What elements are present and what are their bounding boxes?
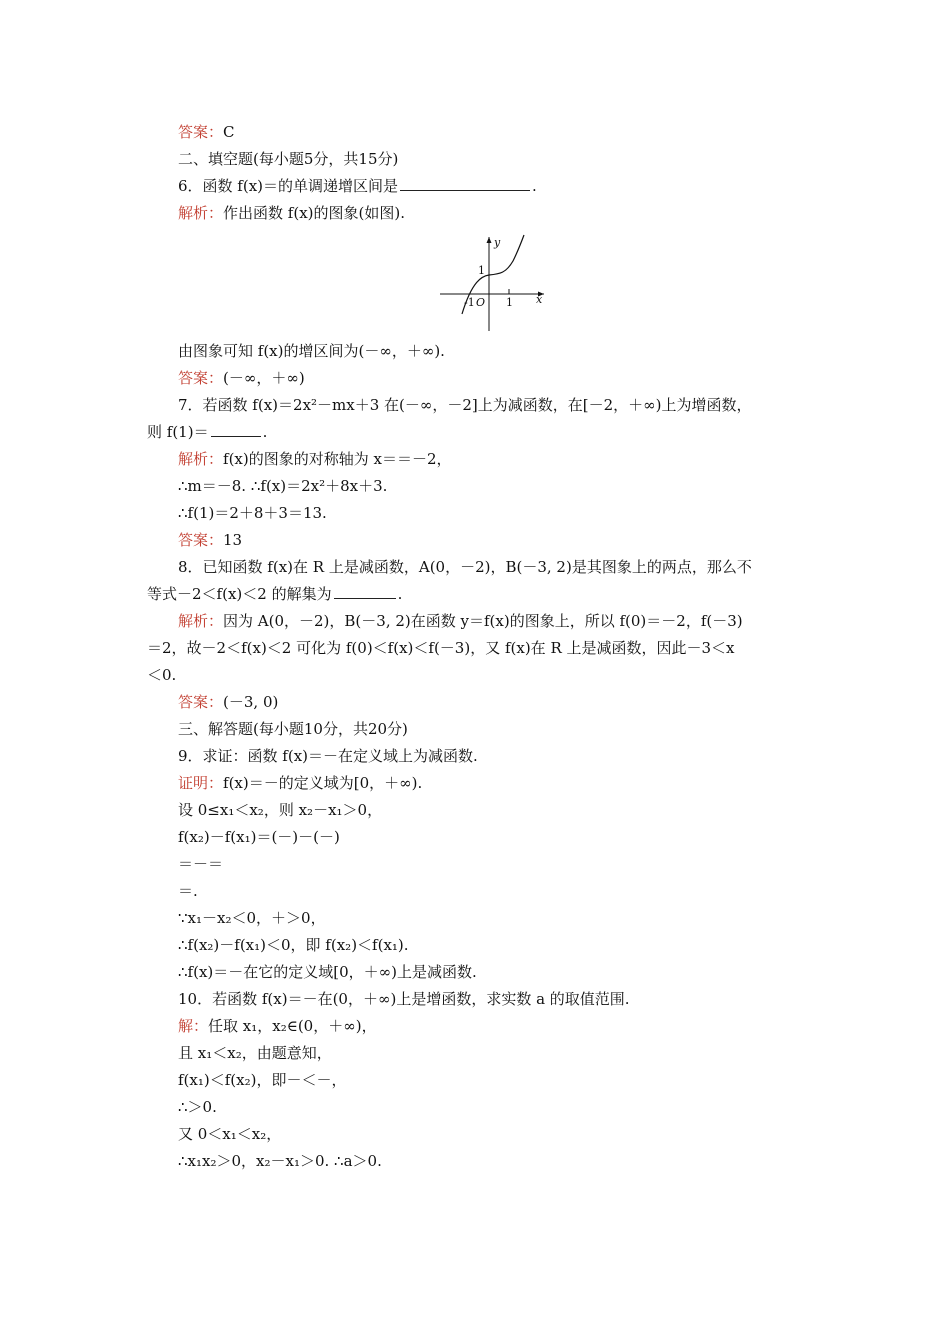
proof-9-step5: ∵x₁－x₂＜0，＋＞0， bbox=[178, 909, 326, 927]
analysis-8: 解析：因为 A(0，－2)，B(－3, 2)在函数 y＝f(x)的图象上，所以 f(0)＝－2，f(－3) bbox=[178, 612, 743, 630]
answer-text: C bbox=[223, 123, 235, 141]
proof-9-step3: ＝－＝ bbox=[178, 855, 224, 873]
analysis-label: 解析： bbox=[178, 204, 224, 222]
proof-9: 证明：f(x)＝－的定义域为[0，＋∞). bbox=[178, 774, 423, 792]
answer-5 bbox=[178, 119, 818, 145]
question-9: 9．求证：函数 f(x)＝－在定义域上为减函数. bbox=[178, 747, 478, 765]
analysis-label: 解析： bbox=[178, 450, 224, 468]
x-axis-label: x bbox=[536, 293, 543, 306]
section-heading-solve: 三、解答题(每小题10分，共20分) bbox=[178, 720, 408, 738]
proof-9-step2: f(x₂)－f(x₁)＝(－)－(－) bbox=[178, 828, 340, 846]
section-heading-fill-in: 二、填空题(每小题5分，共15分) bbox=[178, 150, 399, 168]
x-tick-label-pos: 1 bbox=[506, 296, 513, 309]
analysis-7-step3: ∴f(1)＝2＋8＋3＝13. bbox=[178, 504, 327, 522]
question-6: 6．函数 f(x)＝的单调递增区间是 . bbox=[178, 177, 537, 195]
question-10: 10．若函数 f(x)＝－在(0，＋∞)上是增函数，求实数 a 的取值范围. bbox=[178, 990, 630, 1008]
function-graph bbox=[436, 231, 548, 334]
analysis-8-cont: ＝2，故－2＜f(x)＜2 可化为 f(0)＜f(x)＜f(－3)，又 f(x)在 R 上是减函数，因此－3＜x bbox=[147, 639, 735, 657]
question-7-cont: 则 f(1)＝ . bbox=[147, 423, 268, 441]
y-axis-label: y bbox=[494, 236, 501, 249]
analysis-8-end: ＜0. bbox=[147, 666, 177, 684]
solution-10: 解：任取 x₁，x₂∈(0，＋∞)， bbox=[178, 1017, 377, 1035]
answer-label: 答案： bbox=[178, 123, 224, 141]
question-8: 8．已知函数 f(x)在 R 上是减函数，A(0，－2)，B(－3, 2)是其图象上的两点，那么不 bbox=[178, 558, 752, 576]
proof-9-conclusion: ∴f(x)＝－在它的定义域[0，＋∞)上是减函数. bbox=[178, 963, 477, 981]
solution-10-step4: 又 0＜x₁＜x₂， bbox=[178, 1125, 282, 1143]
answer-label: 答案： bbox=[178, 369, 224, 387]
answer-7: 答案：13 bbox=[178, 531, 243, 549]
answer-blank bbox=[334, 583, 396, 599]
answer-6: 答案：(－∞，＋∞) bbox=[178, 369, 305, 387]
answer-label: 答案： bbox=[178, 531, 224, 549]
solution-10-step1: 且 x₁＜x₂，由题意知， bbox=[178, 1044, 332, 1062]
analysis-label: 解析： bbox=[178, 612, 224, 630]
proof-label: 证明： bbox=[178, 774, 224, 792]
question-8-cont: 等式－2＜f(x)＜2 的解集为 . bbox=[147, 585, 403, 603]
answer-blank bbox=[211, 421, 261, 437]
origin-label: O bbox=[476, 296, 486, 309]
x-tick-label-neg: -1 bbox=[464, 296, 475, 309]
solution-10-step2: f(x₁)＜f(x₂)，即－＜－， bbox=[178, 1071, 347, 1089]
answer-blank bbox=[400, 175, 530, 191]
solution-10-step5: ∴x₁x₂＞0，x₂－x₁＞0. ∴a＞0. bbox=[178, 1152, 382, 1170]
y-tick-label: 1 bbox=[478, 264, 485, 277]
y-axis-arrow bbox=[487, 237, 492, 243]
answer-8: 答案：(－3, 0) bbox=[178, 693, 279, 711]
solution-label: 解： bbox=[178, 1017, 209, 1035]
proof-9-step4: ＝. bbox=[178, 882, 198, 900]
analysis-6: 解析：作出函数 f(x)的图象(如图). bbox=[178, 204, 405, 222]
question-7: 7．若函数 f(x)＝2x²－mx＋3 在(－∞，－2]上为减函数，在[－2，＋∞)上为增函数， bbox=[178, 396, 752, 414]
analysis-7: 解析：f(x)的图象的对称轴为 x＝＝－2， bbox=[178, 450, 452, 468]
analysis-6-conclusion: 由图象可知 f(x)的增区间为(－∞，＋∞). bbox=[178, 342, 445, 360]
analysis-7-step2: ∴m＝－8. ∴f(x)＝2x²＋8x＋3. bbox=[178, 477, 388, 495]
proof-9-step6: ∴f(x₂)－f(x₁)＜0，即 f(x₂)＜f(x₁). bbox=[178, 936, 409, 954]
solution-10-step3: ∴＞0. bbox=[178, 1098, 217, 1116]
proof-9-step1: 设 0≤x₁＜x₂，则 x₂－x₁＞0， bbox=[178, 801, 383, 819]
answer-label: 答案： bbox=[178, 693, 224, 711]
